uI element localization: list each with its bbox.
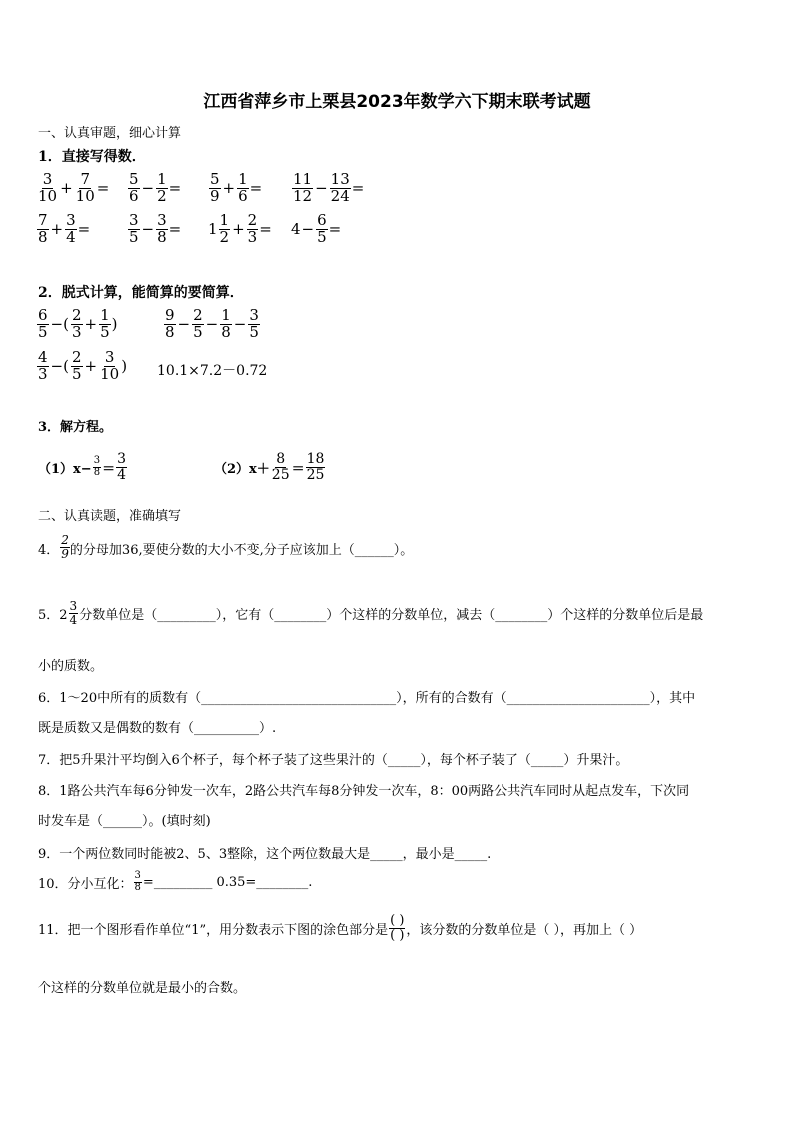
section-1-heading: 一、认真审题，细心计算 xyxy=(38,126,182,141)
question-7: 7．把5升果汁平均倒入6个杯子，每个杯子装了这些果汁的（_____），每个杯子装了（_____）升果汁。 xyxy=(38,753,629,768)
question-6-line-2: 既是质数又是偶数的数有（__________）. xyxy=(38,721,277,736)
question-8-line-2: 时发车是（______）。(填时刻) xyxy=(38,814,211,829)
q1-expr-6: $\frac{3}{5}$ − $\frac{3}{8}$ = xyxy=(129,211,182,246)
question-5-line-2: 小的质数。 xyxy=(38,659,104,674)
section-2-heading: 二、认真读题，准确填写 xyxy=(38,509,182,524)
question-8: 8．1路公共汽车每6分钟发一次车，2路公共汽车每8分钟发一次车，8：00两路公共汽车同时从起点发车，下次同 xyxy=(38,784,690,799)
q1-expr-7: 1 $\frac{1}{2}$ + $\frac{2}{3}$ = xyxy=(208,211,272,246)
question-5: 5．2 $\frac{3}{4}$ 分数单位是（_________），它有（________）个这样的分数单位，减去（________）个这样的分数单位后是最 xyxy=(38,599,704,627)
q1-expr-5: $\frac{7}{8}$ + $\frac{3}{4}$ = xyxy=(38,211,91,246)
q3-equation-2: （2）x＋ $\frac{8}{25}$ ＝ $\frac{18}{25}$ xyxy=(214,451,325,483)
q1-expr-1: $\frac{3}{10}$ + $\frac{7}{10}$ = xyxy=(38,170,110,205)
q3-equation-1: （1）x− $\frac{3}{8}$ ＝ $\frac{3}{4}$ xyxy=(38,451,127,483)
question-9: 9．一个两位数同时能被2、5、3整除，这个两位数最大是_____，最小是_____. xyxy=(38,847,492,862)
question-10: 10．分小互化： $\frac{3}{8}$ =_________ 0.35=________. xyxy=(38,870,313,893)
page-title: 江西省萍乡市上栗县2023年数学六下期末联考试题 xyxy=(203,92,591,112)
q1-expr-8: 4 − $\frac{6}{5}$ = xyxy=(291,211,342,246)
q2-expr-2: $\frac{9}{8}$ − $\frac{2}{5}$ − $\frac{1}{8}$ − $\frac{3}{5}$ xyxy=(165,306,259,341)
question-2-label: 2．脱式计算，能简算的要简算． xyxy=(38,285,244,301)
q2-expr-1: $\frac{6}{5}$ −( $\frac{2}{3}$ + $\frac{1}{5}$ ) xyxy=(38,306,118,341)
question-6: 6．1～20中所有的质数有（______________________________），所有的合数有（______________________），其中 xyxy=(38,691,696,706)
q2-expr-4: 10.1×7.2－0.72 xyxy=(157,363,268,379)
q1-expr-3: $\frac{5}{9}$ + $\frac{1}{6}$ = xyxy=(210,170,263,205)
q2-expr-3: $\frac{4}{3}$ −( $\frac{2}{5}$ + $\frac{3}{10}$ ) xyxy=(38,348,128,383)
question-3-label: 3．解方程。 xyxy=(38,420,113,435)
q1-expr-4: $\frac{11}{12}$ − $\frac{13}{24}$ = xyxy=(293,170,365,205)
question-11: 11．把一个图形看作单位“1”，用分数表示下图的涂色部分是 $\frac{( )}{( )}$ ，该分数的分数单位是（ ），再加上（ ） xyxy=(38,913,643,943)
q1-expr-2: $\frac{5}{6}$ − $\frac{1}{2}$ = xyxy=(129,170,182,205)
question-11-line-2: 个这样的分数单位就是最小的合数。 xyxy=(38,981,247,996)
question-1-label: 1．直接写得数． xyxy=(38,149,146,165)
question-4: 4． $\frac{2}{9}$ 的分母加36,要使分数的大小不变,分子应该加上（______）。 xyxy=(38,533,414,561)
